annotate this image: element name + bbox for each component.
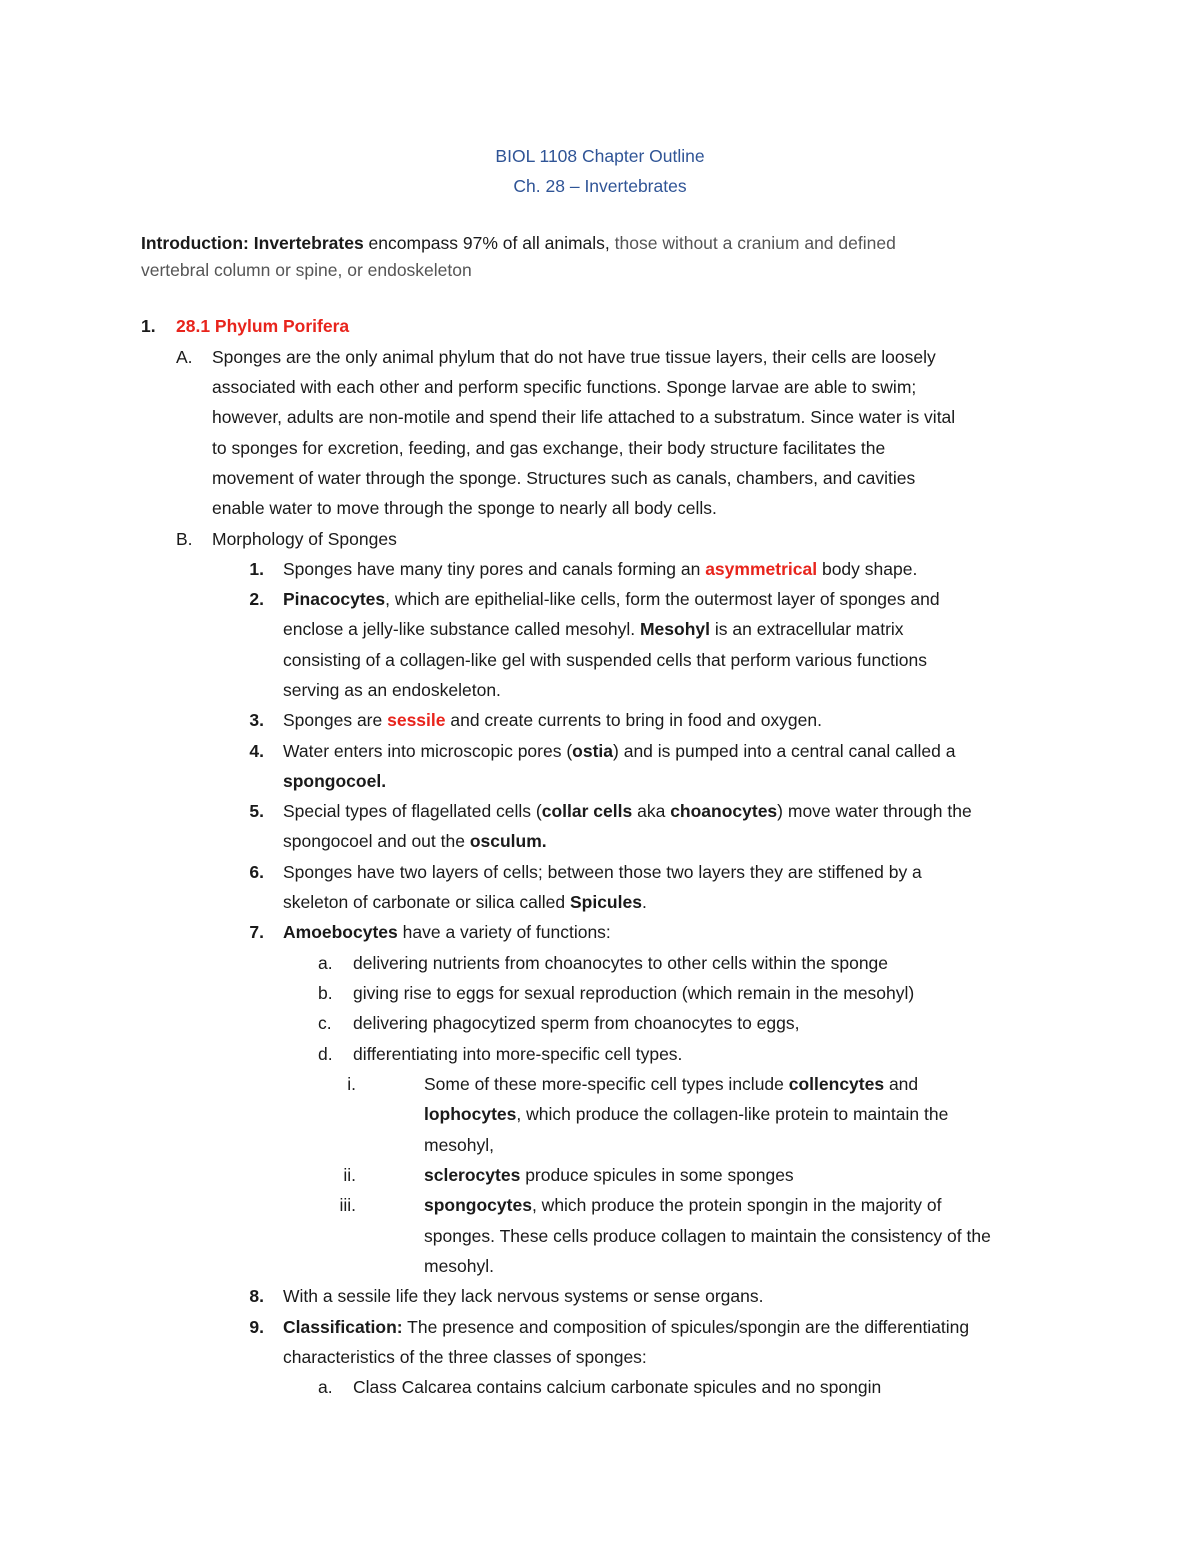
item-2-line-3: consisting of a collagen-like gel with suspended cells that perform various functions xyxy=(283,650,927,670)
term-ostia: ostia xyxy=(572,741,614,761)
term-mesohyl: Mesohyl xyxy=(639,619,711,639)
item-1-text-a: Sponges have many tiny pores and canals forming an xyxy=(283,559,706,579)
roman-text: , which produce the protein spongin in the majority of xyxy=(531,1195,942,1215)
term-collencytes: collencytes xyxy=(788,1074,885,1094)
item-5-line-1 xyxy=(283,799,972,823)
intro-line-1 xyxy=(141,231,896,255)
item-7-text xyxy=(283,920,611,944)
item-4-line-1 xyxy=(283,739,955,763)
roman-ii-line xyxy=(424,1163,794,1187)
item-number: 7. xyxy=(249,922,264,942)
sub-item-label: a. xyxy=(318,1377,333,1397)
item-number: 6. xyxy=(249,862,264,882)
item-2-text: , which are epithelial-like cells, form the outermost layer of sponges and xyxy=(385,589,940,609)
item-8-text: With a sessile life they lack nervous systems or sense organs. xyxy=(283,1286,764,1306)
sub-item-text: delivering nutrients from choanocytes to other cells within the sponge xyxy=(353,953,889,973)
item-6-text: . xyxy=(641,892,647,912)
item-9-text: The presence and composition of spicules/spongin are the differentiating xyxy=(402,1317,970,1337)
item-5-text: ) move water through the xyxy=(777,801,972,821)
document-title: BIOL 1108 Chapter Outline xyxy=(495,146,705,166)
roman-text: produce spicules in some sponges xyxy=(520,1165,794,1185)
item-1-text-b: body shape. xyxy=(817,559,918,579)
item-3-text-a: Sponges are xyxy=(283,710,388,730)
item-2-line-4: serving as an endoskeleton. xyxy=(283,680,501,700)
term-spongocoel: spongocoel. xyxy=(283,771,387,791)
point-a-label: A. xyxy=(176,347,193,367)
roman-text: Some of these more-specific cell types include xyxy=(424,1074,789,1094)
roman-label: i. xyxy=(347,1074,356,1094)
roman-label: ii. xyxy=(343,1165,356,1185)
item-number: 1. xyxy=(249,559,264,579)
intro-term: Invertebrates xyxy=(253,233,364,253)
point-a-line: movement of water through the sponge. Structures such as canals, chambers, and cavities xyxy=(212,468,916,488)
keyword-sessile: sessile xyxy=(387,710,446,730)
item-number: 3. xyxy=(249,710,264,730)
term-classification: Classification: xyxy=(283,1317,403,1337)
intro-label: Introduction: xyxy=(141,233,249,253)
item-9-line-2: characteristics of the three classes of sponges: xyxy=(283,1347,647,1367)
sub-item-label: c. xyxy=(318,1013,332,1033)
item-7-text-a: have a variety of functions: xyxy=(397,922,611,942)
roman-i-line-3: mesohyl, xyxy=(424,1135,495,1155)
item-5-text: spongocoel and out the xyxy=(283,831,470,851)
sub-item-label: d. xyxy=(318,1044,333,1064)
term-collar-cells: collar cells xyxy=(541,801,633,821)
intro-line-2: vertebral column or spine, or endoskeleton xyxy=(141,260,472,280)
term-spongocytes: spongocytes xyxy=(424,1195,532,1215)
chapter-subtitle: Ch. 28 – Invertebrates xyxy=(513,176,687,196)
item-5-line-2 xyxy=(283,829,547,853)
item-5-text: Special types of flagellated cells ( xyxy=(283,801,542,821)
keyword-asymmetrical: asymmetrical xyxy=(705,559,818,579)
point-a-line: associated with each other and perform specific functions. Sponge larvae are able to swim; xyxy=(212,377,917,397)
point-b-label: B. xyxy=(176,529,193,549)
term-sclerocytes: sclerocytes xyxy=(424,1165,521,1185)
intro-text-1: encompass 97% of all animals, xyxy=(363,233,615,253)
roman-text: and xyxy=(884,1074,919,1094)
item-6-line-1: Sponges have two layers of cells; between those two layers they are stiffened by a xyxy=(283,862,922,882)
term-choanocytes: choanocytes xyxy=(670,801,778,821)
item-3-text-b: and create currents to bring in food and oxygen. xyxy=(445,710,822,730)
item-5-text: aka xyxy=(632,801,671,821)
sub-item-text: delivering phagocytized sperm from choanocytes to eggs, xyxy=(353,1013,800,1033)
item-1-text xyxy=(283,557,917,581)
roman-i-line-1 xyxy=(424,1072,918,1096)
item-6-text: skeleton of carbonate or silica called xyxy=(283,892,570,912)
term-pinacocytes: Pinacocytes xyxy=(283,589,386,609)
item-2-line-2 xyxy=(283,617,904,641)
item-2-text: enclose a jelly-like substance called mesohyl. xyxy=(283,619,640,639)
sub-item-label: b. xyxy=(318,983,333,1003)
roman-i-line-2 xyxy=(424,1102,948,1126)
term-spicules: Spicules xyxy=(569,892,642,912)
point-a-line: however, adults are non-motile and spend their life attached to a substratum. Since water is vital xyxy=(212,407,956,427)
roman-iii-line-3: mesohyl. xyxy=(424,1256,495,1276)
item-9-line-1 xyxy=(283,1315,969,1339)
section-title: 28.1 Phylum Porifera xyxy=(176,316,350,336)
term-osculum: osculum. xyxy=(469,831,547,851)
roman-iii-line-2: sponges. These cells produce collagen to maintain the consistency of the xyxy=(424,1226,991,1246)
item-number: 2. xyxy=(249,589,264,609)
roman-iii-line-1 xyxy=(424,1193,942,1217)
roman-text: , which produce the collagen-like protein to maintain the xyxy=(516,1104,949,1124)
item-4-text: Water enters into microscopic pores ( xyxy=(283,741,573,761)
intro-text-2: those without a cranium and defined xyxy=(614,233,896,253)
item-number: 9. xyxy=(249,1317,264,1337)
point-b-title: Morphology of Sponges xyxy=(212,529,397,549)
item-2-line-1 xyxy=(283,587,940,611)
item-number: 5. xyxy=(249,801,264,821)
sub-item-text: Class Calcarea contains calcium carbonate spicules and no spongin xyxy=(353,1377,882,1397)
point-a-line: enable water to move through the sponge to nearly all body cells. xyxy=(212,498,717,518)
item-number: 8. xyxy=(249,1286,264,1306)
section-number: 1. xyxy=(141,316,156,336)
point-a-line: Sponges are the only animal phylum that do not have true tissue layers, their cells are loosely xyxy=(212,347,936,367)
point-a-line: to sponges for excretion, feeding, and gas exchange, their body structure facilitates the xyxy=(212,438,886,458)
item-2-text: is an extracellular matrix xyxy=(710,619,904,639)
item-number: 4. xyxy=(249,741,264,761)
sub-item-text: differentiating into more-specific cell types. xyxy=(353,1044,683,1064)
sub-item-label: a. xyxy=(318,953,333,973)
item-4-text: ) and is pumped into a central canal called a xyxy=(613,741,956,761)
term-lophocytes: lophocytes xyxy=(424,1104,517,1124)
sub-item-text: giving rise to eggs for sexual reproduction (which remain in the mesohyl) xyxy=(353,983,915,1003)
roman-label: iii. xyxy=(339,1195,356,1215)
item-3-text xyxy=(283,708,822,732)
item-6-line-2 xyxy=(283,890,647,914)
term-amoebocytes: Amoebocytes xyxy=(283,922,398,942)
